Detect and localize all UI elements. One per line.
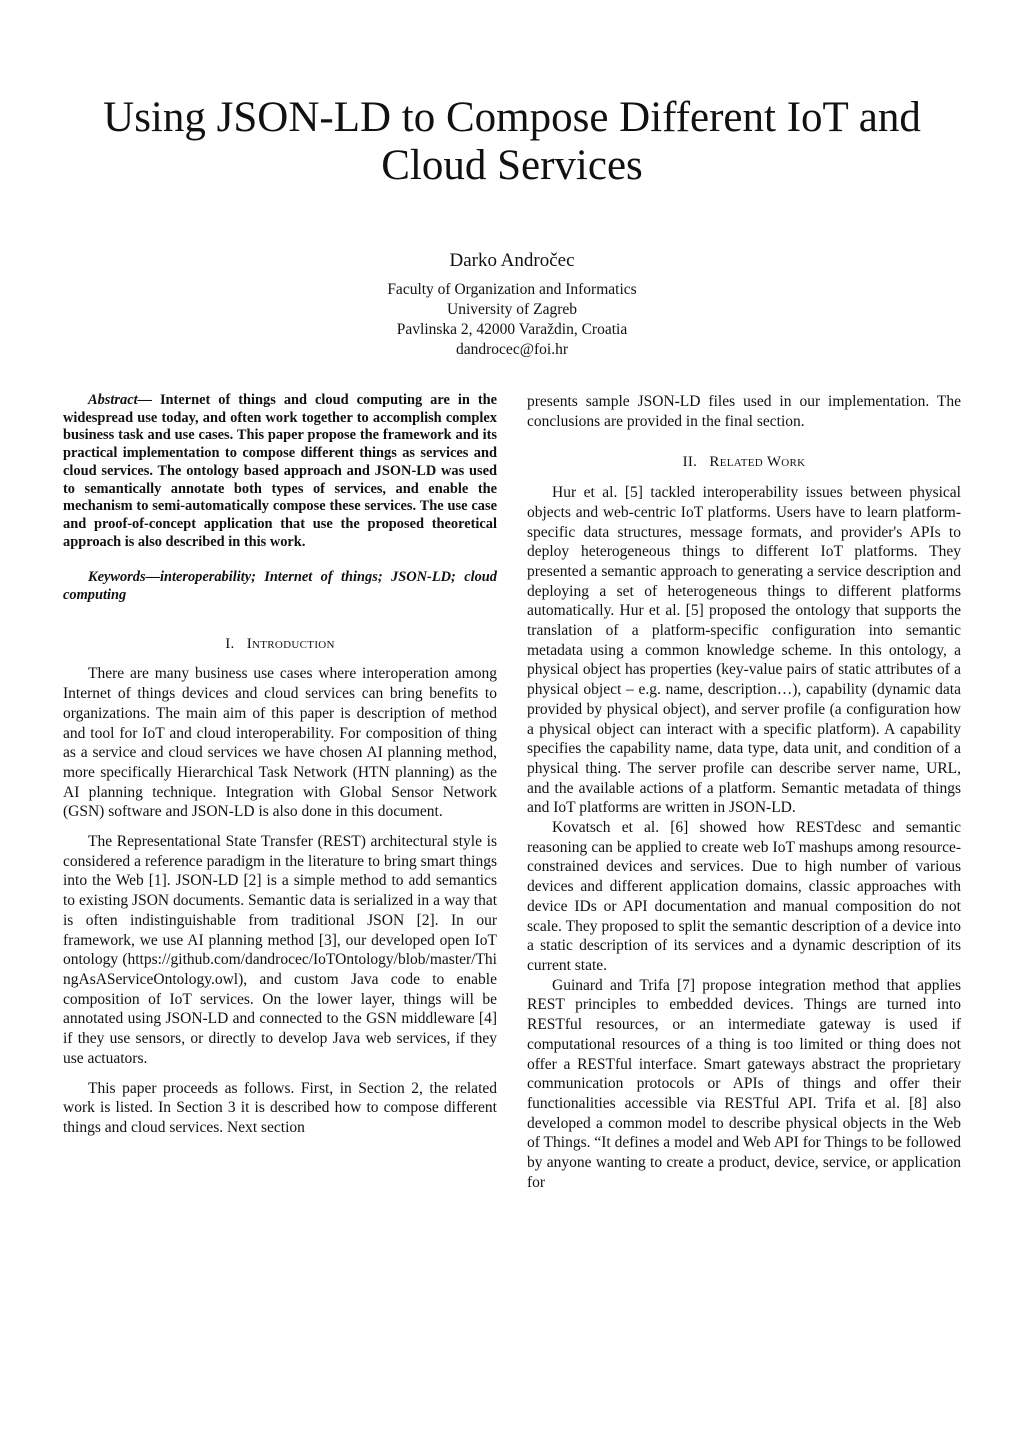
ontology-url: (https://github.com/dandrocec/IoTOntology/blob/master/ThingAsAServiceOntology.owl),: [63, 951, 497, 988]
intro-paragraph-2-rest: and custom Java code to enable composition of IoT services. On the lower layer, things will be annotated using JSON-LD and connected to the GSN middleware [4] if they use sensors, or directly to develop Java web services, if they use actuators.: [63, 970, 497, 1067]
section-heading-introduction: [63, 635, 497, 655]
intro-paragraph-3: This paper proceeds as follows. First, in Section 2, the related work is listed. In Section 3 it is described how to compose different things and cloud services. Next section: [63, 1079, 497, 1136]
author-block: [262, 249, 762, 360]
related-paragraph-2: Kovatsch et al. [6] showed how RESTdesc and semantic reasoning can be applied to create web IoT mashups among resource-constrained devices and services. Due to high number of various devices and different application domains, classic approaches with device IDs or API documentation and manual composition do not scale. They proposed to split the semantic description of a device into a static description of its services and a dynamic description of its current state.: [527, 819, 961, 974]
right-column: [527, 392, 961, 1192]
keywords: Keywords—interoperability; Internet of things; JSON-LD; cloud computing: [63, 569, 497, 604]
intro-paragraph-2: [63, 832, 497, 1068]
section-number: I.: [225, 635, 235, 652]
title-line-1: Using JSON-LD to Compose Different IoT and: [103, 94, 921, 141]
related-paragraph-3: Guinard and Trifa [7] propose integration method that applies REST principles to embedded devices. Things are turned into RESTful resources, or an intermediate gateway is used if computational resources of a thing is too limited or thing does not offer a RESTful interface. Smart gateways abstract the proprietary communication protocols or APIs of things and offer their functionalities accessible via RESTful API. Trifa et al. [8] also developed a common model to describe physical objects in the Web of Things. “It defines a model and Web API for Things to be followed by anyone wanting to create a product, device, service, or application for: [527, 976, 961, 1191]
author-affiliation-university: University of Zagreb: [447, 301, 577, 318]
paper-title: [60, 94, 964, 190]
author-email: dandrocec@foi.hr: [456, 341, 568, 358]
related-paragraph-1: Hur et al. [5] tackled interoperability issues between physical objects and web-centric IoT platforms. Users have to learn platform-specific data structures, message formats, and provider's APIs to deploy heterogeneous things to different IoT platforms. They presented a semantic approach to generating a service description and deploying a set of heterogeneous things to different platforms automatically. Hur et al. [5] proposed the ontology that supports the translation of a platform-specific configuration into semantic metadata using a common knowledge scheme. In this ontology, a physical object has properties (key-value pairs of static attributes of a physical object – e.g. name, description…), capability (dynamic data provided by physical object), and server profile (a configuration how a physical object can interact with a specific platform). A capability specifies the capability name, data type, data unit, and condition of a physical thing. The server profile can describe server name, URL, and the available actions of a platform. Semantic metadata of things and IoT platforms are written in JSON-LD.: [527, 484, 961, 817]
section-number: II.: [682, 454, 698, 471]
abstract-text: Internet of things and cloud computing are in the widespread use today, and often work together to accomplish complex business task and use cases. This paper propose the framework and its practical implementation to compose different things as services and cloud services. The ontology based approach and JSON-LD was used to semantically annotate both types of services, and enable the mechanism to semi-automatically compose these services. The use case and proof-of-concept application that use the proposed theoretical approach is also described in this work.: [63, 392, 497, 550]
title-line-2: Cloud Services: [381, 142, 643, 189]
intro-paragraph-1: There are many business use cases where interoperation among Internet of things devices and cloud services can bring benefits to organizations. The main aim of this paper is description of method and tool for IoT and cloud interoperability. For composition of thing as a service and cloud services we have chosen AI planning method, more specifically Hierarchical Task Network (HTN planning) as the AI planning technique. Integration with Global Sensor Network (GSN) software and JSON-LD is also done in this document.: [63, 665, 497, 821]
intro-paragraph-3-continued: presents sample JSON-LD files used in our implementation. The conclusions are provided in the final section.: [527, 393, 961, 430]
section-title: Introduction: [246, 635, 335, 652]
author-affiliation-faculty: Faculty of Organization and Informatics: [387, 281, 637, 298]
section-heading-related-work: [527, 453, 961, 473]
intro-paragraph-2-text: The Representational State Transfer (REST) architectural style is considered a reference paradigm in the literature to bring smart things into the Web [1]. JSON-LD [2] is a simple method to add semantics to existing JSON documents. Semantic data is serialized in a way that is often indistinguishable from traditional JSON [2]. In our framework, we use AI planning method [3], our developed open IoT ontology: [63, 833, 497, 969]
left-column: [63, 392, 497, 1138]
abstract: [63, 392, 497, 551]
author-name: Darko Andročec: [449, 250, 575, 271]
author-address: Pavlinska 2, 42000 Varaždin, Croatia: [396, 321, 628, 338]
abstract-label: Abstract—: [88, 392, 152, 408]
section-title: Related Work: [709, 454, 806, 471]
